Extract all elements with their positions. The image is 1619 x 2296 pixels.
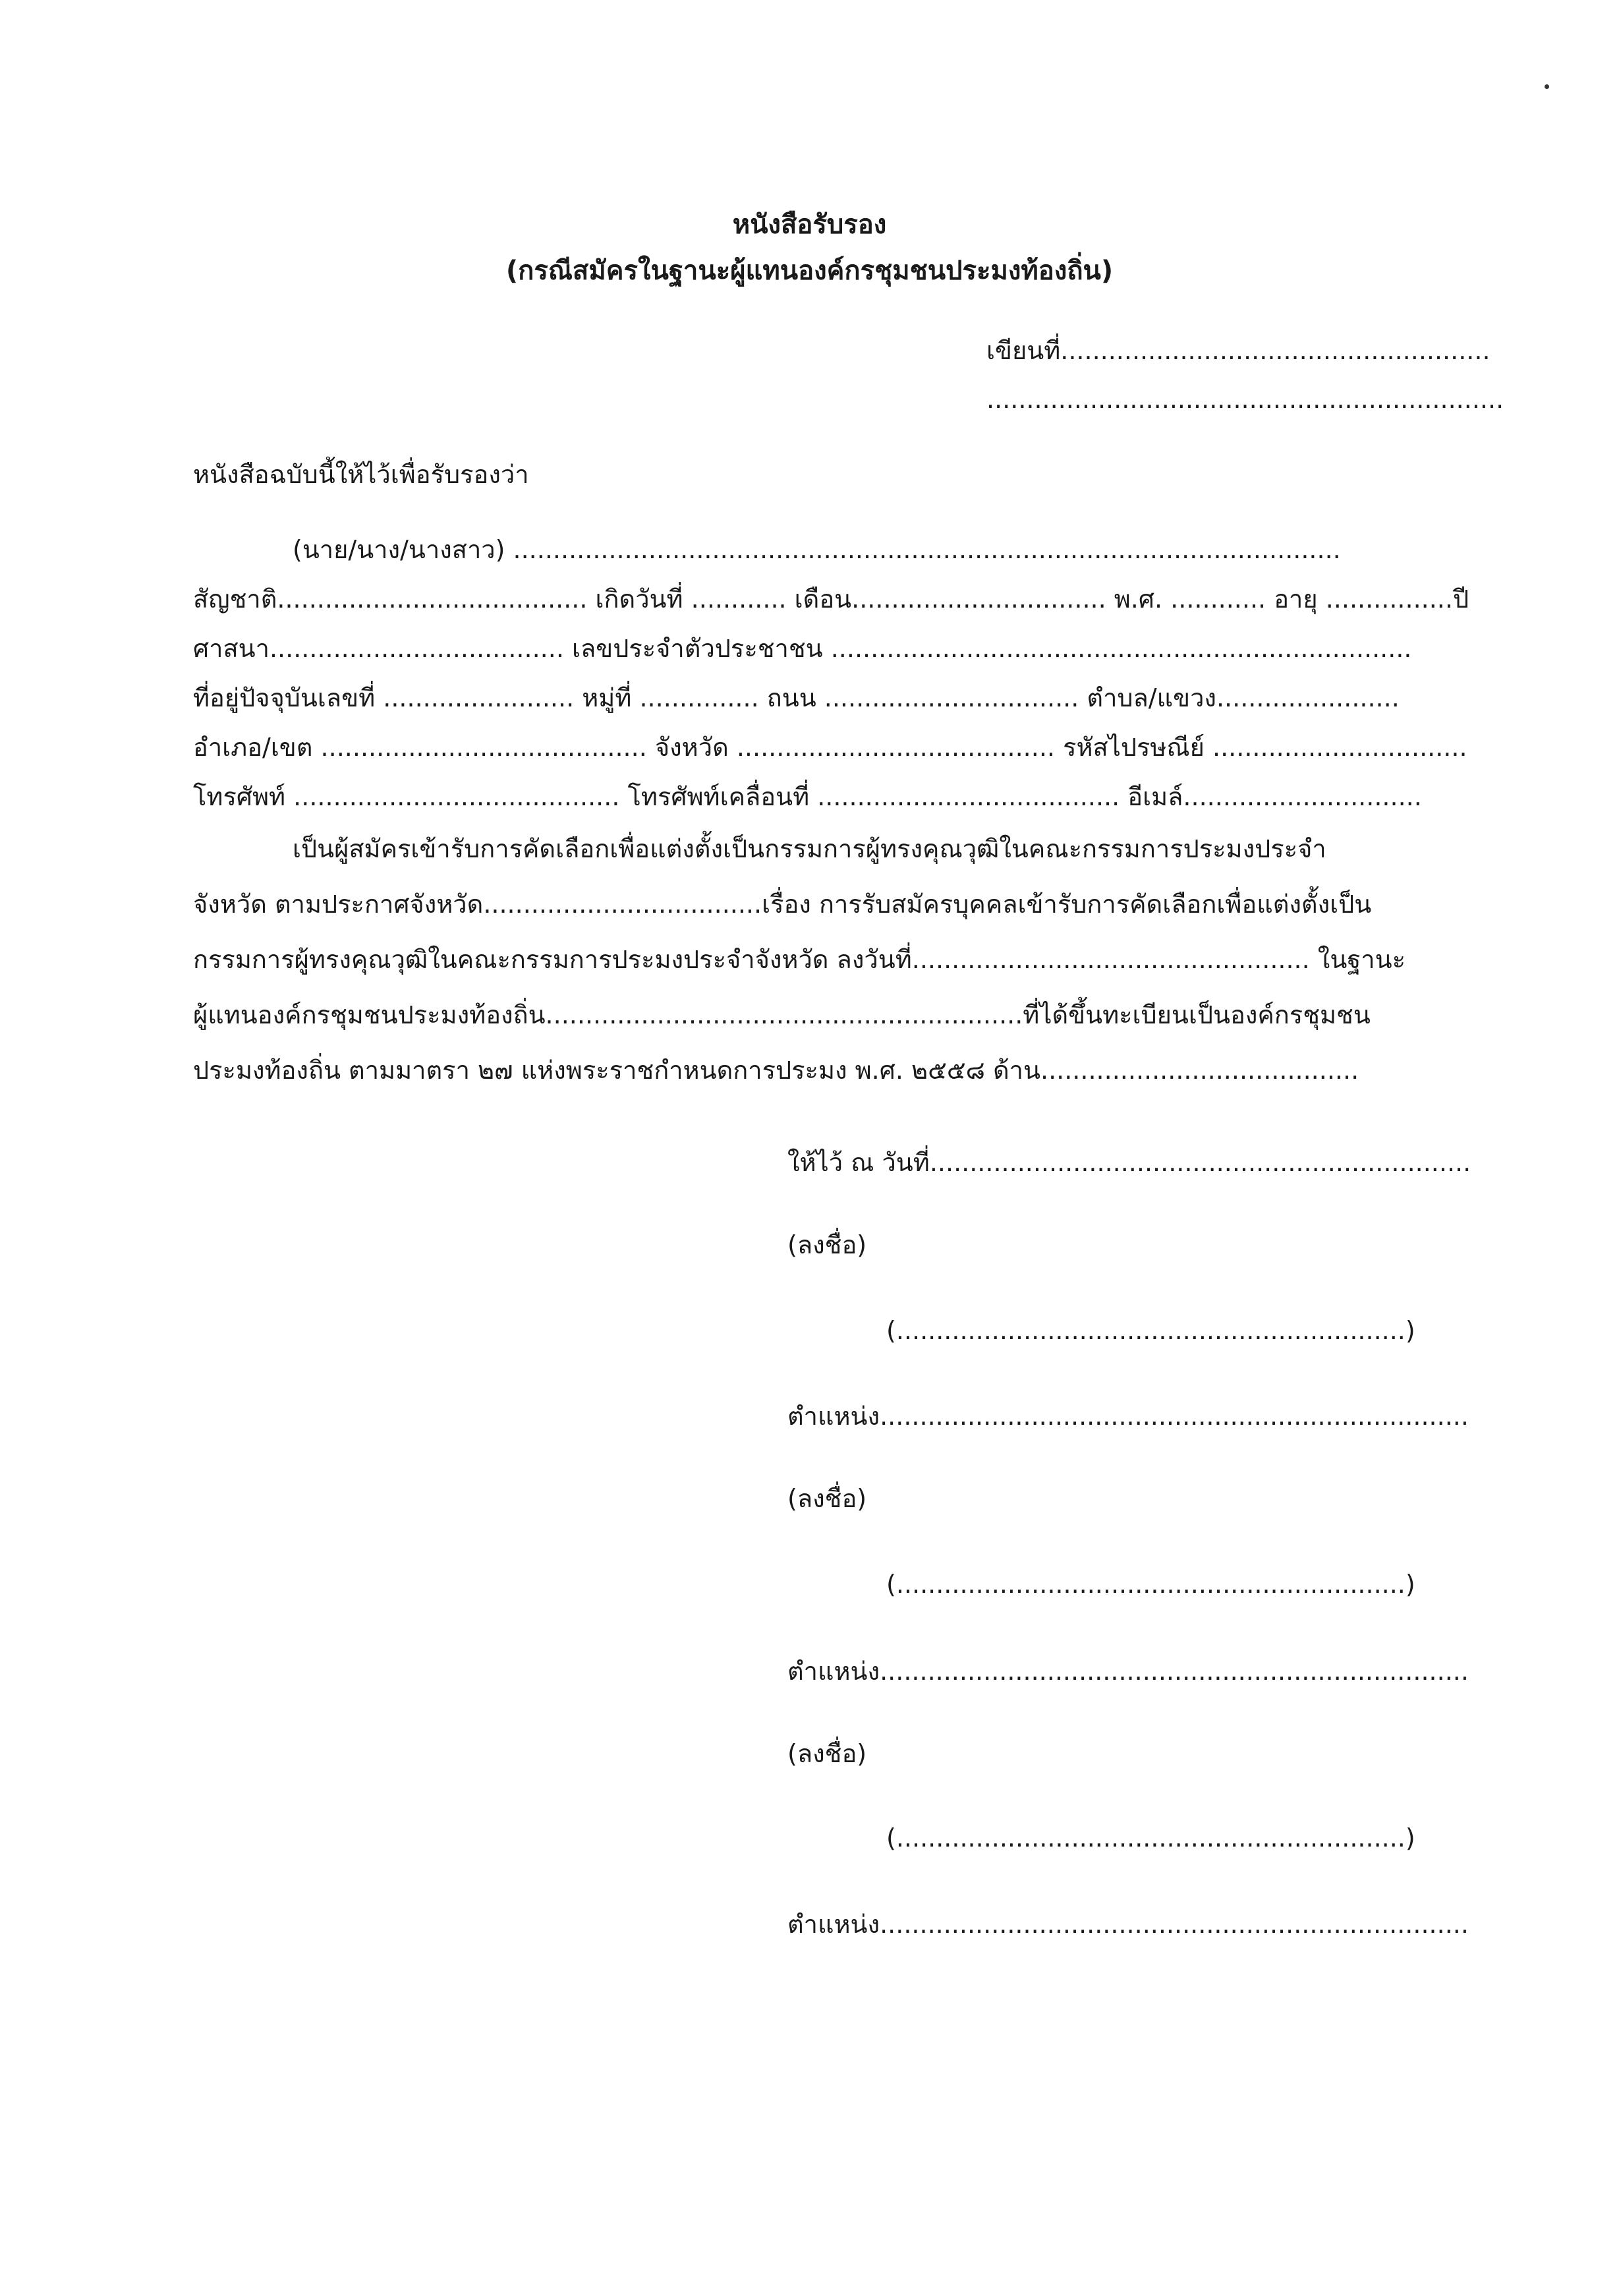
- scan-speck: [1545, 84, 1549, 89]
- body-paragraph-line: กรรมการผู้ทรงคุณวุฒิในคณะกรรมการประมงประจำจังหวัด ลงวันที่.................................................. ในฐานะ: [193, 945, 1406, 974]
- address-field-line: ที่อยู่ปัจจุบันเลขที่ ........................ หมู่ที่ ............... ถนน ................................ ตำบล/แขวง.......................: [193, 683, 1400, 712]
- body-paragraph-line: เป็นผู้สมัครเข้ารับการคัดเลือกเพื่อแต่งตั้งเป็นกรรมการผู้ทรงคุณวุฒิในคณะกรรมการประมงประจำ: [293, 834, 1326, 863]
- body-paragraph-line: จังหวัด ตามประกาศจังหวัด...................................เรื่อง การรับสมัครบุคคลเข้ารับการคัดเลือกเพื่อแต่งตั้งเป็น: [193, 890, 1372, 919]
- signer-position-line: ตำแหน่ง..........................................................................: [787, 1910, 1469, 1939]
- nationality-field-line: สัญชาติ....................................... เกิดวันที่ ............ เดือน................................ พ.ศ. ............ อายุ ................ปี: [193, 585, 1469, 614]
- district-field-line: อำเภอ/เขต ......................................... จังหวัด ........................................ รหัสไปรษณีย์ ................................: [193, 733, 1467, 762]
- name-field-line: (นาย/นาง/นางสาว) ........................................................................................................: [293, 535, 1341, 564]
- body-paragraph-line: ประมงท้องถิ่น ตามมาตรา ๒๗ แห่งพระราชกำหนดการประมง พ.ศ. ๒๕๕๘ ด้าน........................................: [193, 1056, 1359, 1085]
- signer-name-parens: (................................................................): [886, 1316, 1415, 1345]
- document-subtitle: (กรณีสมัครในฐานะผู้แทนองค์กรชุมชนประมงท้องถิ่น): [505, 256, 1114, 286]
- signer-position-line: ตำแหน่ง..........................................................................: [787, 1402, 1469, 1431]
- document-title: หนังสือรับรอง: [732, 210, 887, 240]
- sign-label: (ลงชื่อ): [787, 1230, 867, 1259]
- phone-field-line: โทรศัพท์ ......................................... โทรศัพท์เคลื่อนที่ ...................................... อีเมล์..............................: [193, 782, 1422, 811]
- given-date-line: ให้ไว้ ณ วันที่....................................................................: [787, 1148, 1471, 1177]
- sign-label: (ลงชื่อ): [787, 1739, 867, 1768]
- intro-text: หนังสือฉบับนี้ให้ไว้เพื่อรับรองว่า: [193, 460, 529, 489]
- signer-name-parens: (................................................................): [886, 1570, 1415, 1599]
- written-at-line: เขียนที่......................................................: [986, 336, 1491, 365]
- written-at-line-2: .................................................................: [986, 385, 1504, 414]
- religion-field-line: ศาสนา..................................... เลขประจำตัวประชาชน .........................................................................: [193, 634, 1412, 663]
- body-paragraph-line: ผู้แทนองค์กรชุมชนประมงท้องถิ่น............................................................ที่ได้ขึ้นทะเบียนเป็นองค์กรชุมชน: [193, 1000, 1371, 1029]
- sign-label: (ลงชื่อ): [787, 1484, 867, 1513]
- signer-name-parens: (................................................................): [886, 1823, 1415, 1852]
- signer-position-line: ตำแหน่ง..........................................................................: [787, 1657, 1469, 1686]
